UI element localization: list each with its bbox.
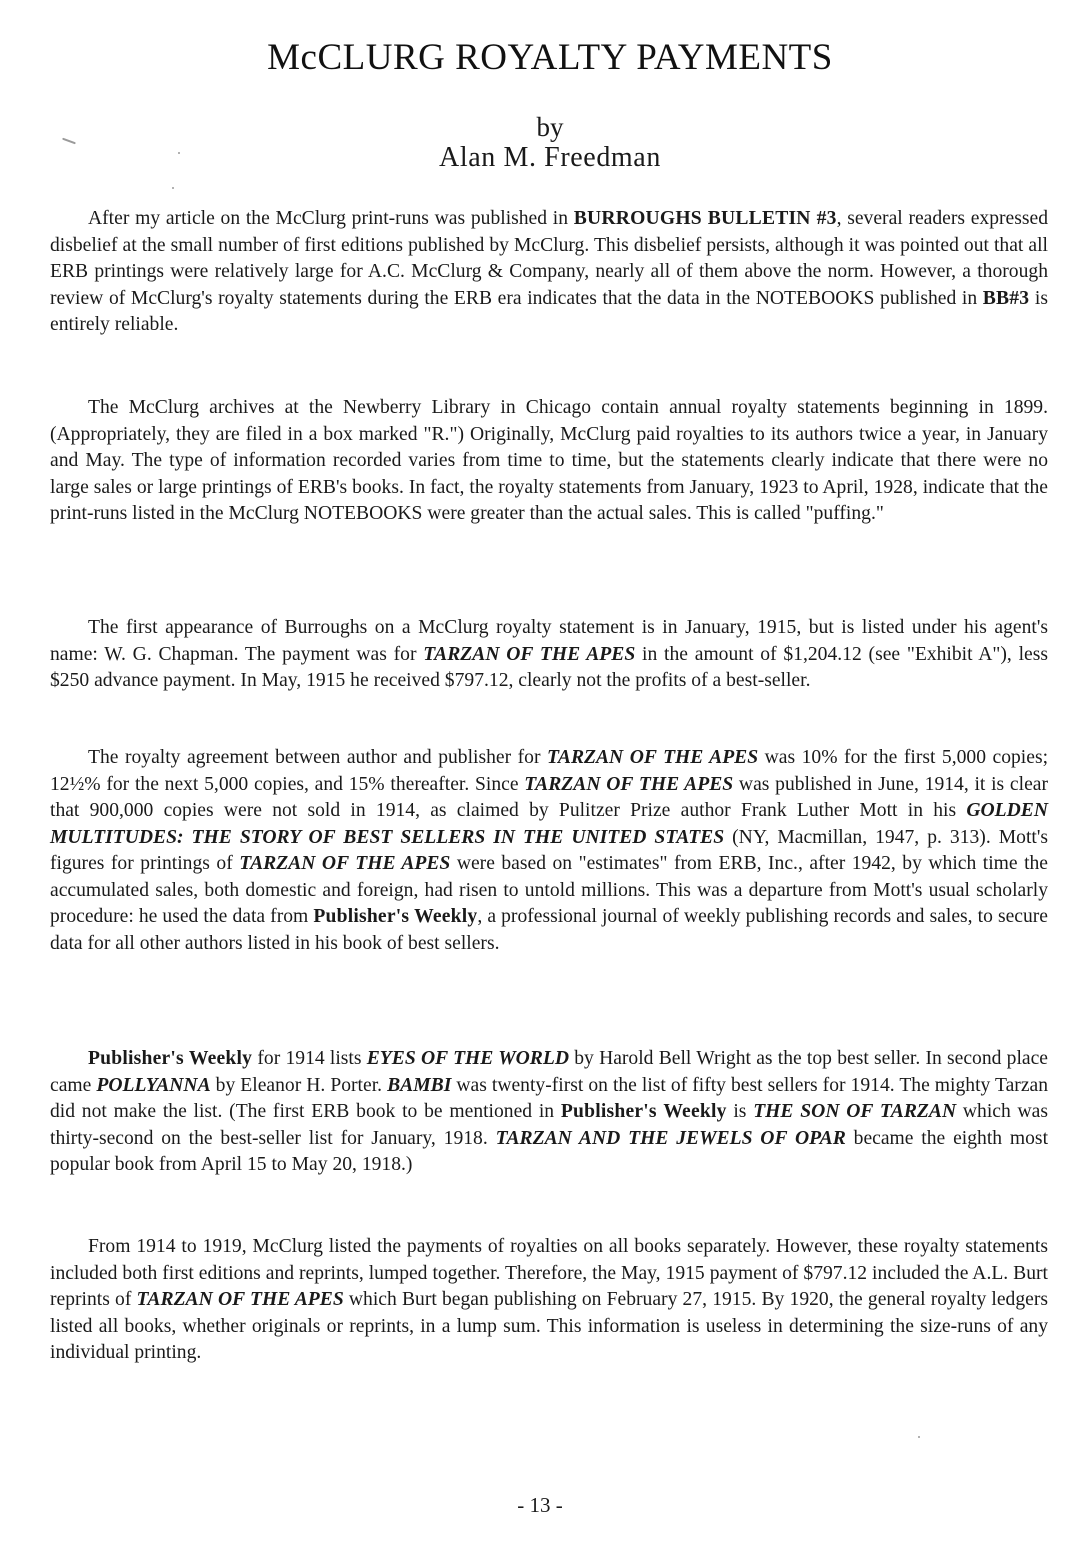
text-run: which Burt began publishing on February 27, 1915. By 1920, the general royalty ledgers listed all books, whether originals or reprints, in a lump sum. This information is useless in determining the size-runs of any individual printing. xyxy=(50,1289,1048,1363)
book-title: GOLDEN MULTITUDES: THE STORY OF BEST SELLERS IN THE UNITED STATES xyxy=(50,800,1048,848)
page-number: - 13 - xyxy=(517,1493,563,1517)
text-run: , several readers expressed disbelief at the small number of first editions published by McClurg. This disbelief persists, although it was pointed out that all ERB printings were relatively large for A.C. McClurg & Company, nearly all of them above the norm. However, a thorough review of McClurg's royalty statements during the ERB era indicates that the data in the NOTEBOOKS published in xyxy=(50,208,1048,309)
text-run: was published in June, 1914, it is clear that 900,000 copies were not sold in 1914, as claimed by Pulitzer Prize author Frank Luther Mott in his xyxy=(50,773,1048,821)
text-run: by Eleanor H. Porter. xyxy=(210,1074,388,1096)
book-title: EYES OF THE WORLD xyxy=(366,1048,569,1069)
scan-speck xyxy=(178,152,180,154)
bold-reference: BB#3 xyxy=(982,287,1030,309)
bold-reference: Publisher's Weekly xyxy=(560,1101,727,1122)
paragraph-5 xyxy=(50,1046,1048,1179)
paragraph-indent xyxy=(50,397,88,418)
text-run: by Harold Bell Wright as the top best seller. In second place came xyxy=(50,1048,1049,1096)
book-title: TARZAN OF THE APES xyxy=(423,643,636,665)
paragraph-1 xyxy=(50,206,1048,339)
paragraph-indent xyxy=(50,617,88,638)
text-run: which was thirty-second on the best-seller list for January, 1918. xyxy=(50,1101,1048,1149)
scan-speck xyxy=(918,1436,920,1438)
paragraph-indent xyxy=(50,208,88,229)
book-title: BAMBI xyxy=(387,1074,452,1096)
paragraph-2 xyxy=(50,395,1048,528)
text-run: , a professional journal of weekly publishing records and sales, to secure data for all other authors listed in his book of best sellers. xyxy=(50,906,1048,954)
bold-reference: BURROUGHS BULLETIN #3 xyxy=(573,208,837,229)
book-title: TARZAN OF THE APES xyxy=(547,747,759,768)
text-run: After my article on the McClurg print-runs was published in xyxy=(88,208,574,229)
text-run: was twenty-first on the list of fifty best sellers for 1914. The mighty Tarzan did not make the list. (The first ERB book to be mentioned in xyxy=(50,1074,1049,1122)
scan-speck xyxy=(172,187,174,189)
paragraph-4 xyxy=(50,745,1048,957)
text-run: The first appearance of Burroughs on a McClurg royalty statement is in January, 1915, but is listed under his agent's name: W. G. Chapman. The payment was for xyxy=(50,617,1048,665)
text-run: is xyxy=(726,1101,754,1122)
paragraph-3 xyxy=(50,615,1048,695)
text-run: (NY, Macmillan, 1947, p. 313). Mott's figures for printings of xyxy=(50,826,1048,874)
text-run: is entirely reliable. xyxy=(50,287,1048,335)
byline-author: Alan M. Freedman xyxy=(439,142,661,173)
paragraph-indent xyxy=(50,1048,88,1069)
bold-reference: Publisher's Weekly xyxy=(313,906,478,927)
book-title: POLLYANNA xyxy=(96,1074,211,1096)
book-title: TARZAN AND THE JEWELS OF OPAR xyxy=(495,1127,846,1149)
book-title: TARZAN OF THE APES xyxy=(524,773,734,795)
paragraph-6 xyxy=(50,1234,1048,1367)
article-title: McCLURG ROYALTY PAYMENTS xyxy=(267,37,833,78)
paragraph-indent xyxy=(50,747,88,768)
book-title: THE SON OF TARZAN xyxy=(753,1101,957,1122)
text-run: for 1914 lists xyxy=(252,1048,367,1069)
book-title: TARZAN OF THE APES xyxy=(136,1289,344,1310)
byline-by: by xyxy=(536,112,564,142)
book-title: TARZAN OF THE APES xyxy=(239,853,451,874)
paragraph-indent xyxy=(50,1236,88,1257)
bold-reference: Publisher's Weekly xyxy=(88,1048,253,1069)
text-run: in the amount of $1,204.12 (see "Exhibit A"), less $250 advance payment. In May, 1915 he received $797.12, clearly not the profits of a best-seller. xyxy=(50,643,1048,691)
text-run: The McClurg archives at the Newberry Library in Chicago contain annual royalty statements beginning in 1899. (Appropriately, they are filed in a box marked "R.") Originally, McClurg paid royalties to its authors twice a year, in January and May. The type of information recorded varies from time to time, but the statements clearly indicate that there were no large sales or large printings of ERB's books. In fact, the royalty statements from January, 1923 to April, 1928, indicate that the print-runs listed in the McClurg NOTEBOOKS were greater than the actual sales. This is called "puffing." xyxy=(50,397,1048,524)
text-run: From 1914 to 1919, McClurg listed the payments of royalties on all books separately. However, these royalty statements included both first editions and reprints, lumped together. Therefore, the May, 1915 payment of $797.12 included the A.L. Burt reprints of xyxy=(50,1236,1048,1310)
text-run: was 10% for the first 5,000 copies; 12½% for the next 5,000 copies, and 15% thereafter. Since xyxy=(50,747,1049,795)
text-run: were based on "estimates" from ERB, Inc., after 1942, by which time the accumulated sales, both domestic and foreign, had risen to untold millions. This was a departure from Mott's usual scholarly procedure: he used the data from xyxy=(50,853,1049,927)
text-run: The royalty agreement between author and publisher for xyxy=(88,747,547,768)
text-run: became the eighth most popular book from April 15 to May 20, 1918.) xyxy=(50,1127,1049,1175)
